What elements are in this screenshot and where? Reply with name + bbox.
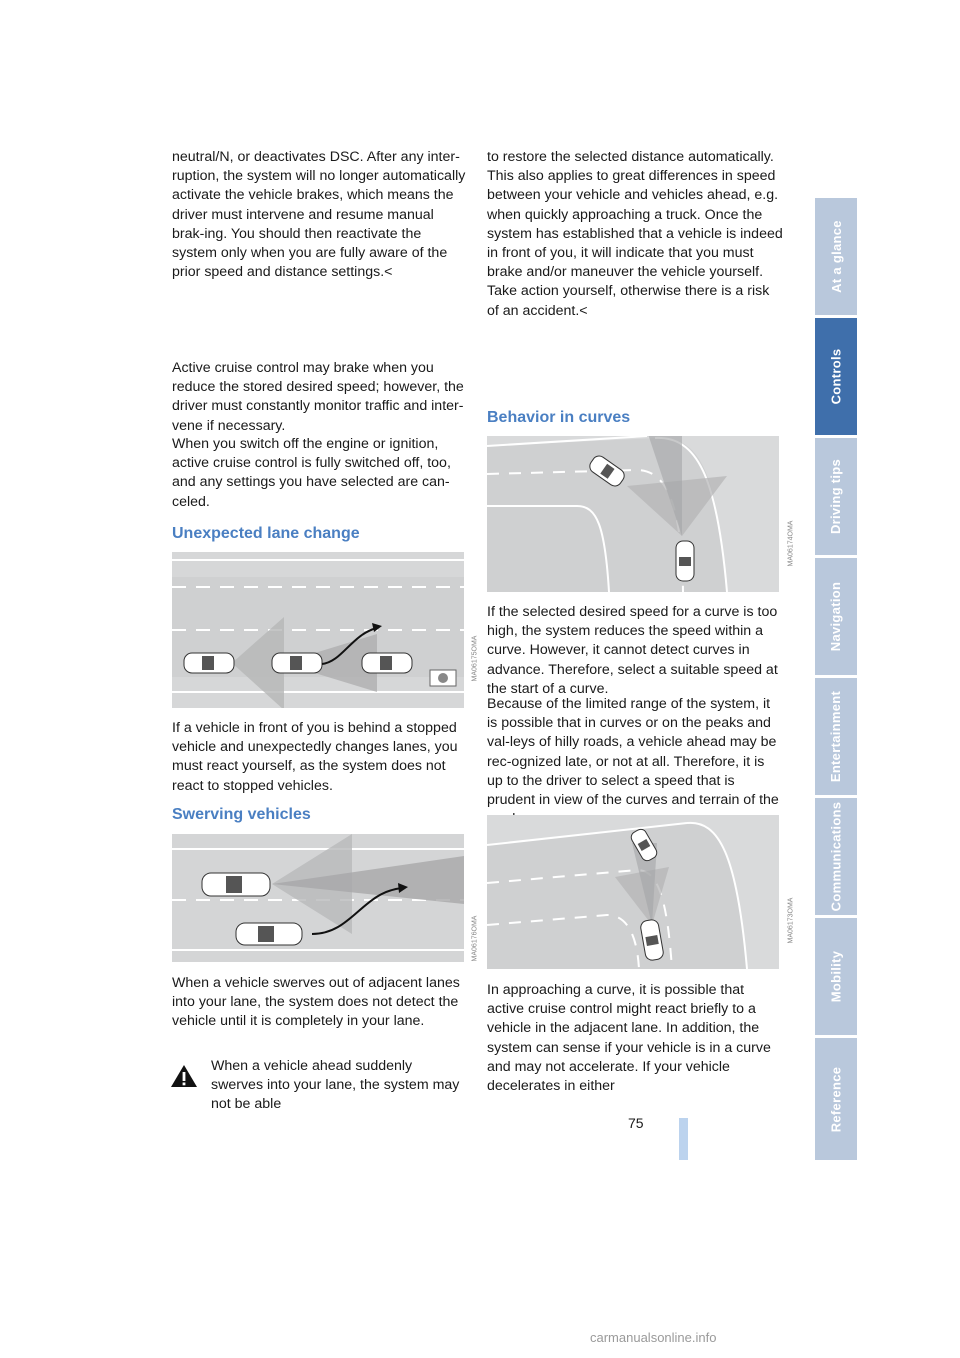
figure-code: MA06176OMA — [471, 915, 479, 962]
tab-entertainment[interactable]: Entertainment — [815, 678, 857, 795]
tab-communications[interactable]: Communications — [815, 798, 857, 915]
swerving-vehicles-figure — [172, 834, 464, 962]
body-paragraph: When you switch off the engine or ignition, active cruise control is fully switched off, too, and any settings you have selected are can-celed. — [172, 436, 451, 510]
body-paragraph: When a vehicle swerves out of adjacent lanes into your lane, the system does not detect the vehicle until it is completely in your lane. — [172, 975, 460, 1030]
tab-driving-tips[interactable]: Driving tips — [815, 438, 857, 555]
body-paragraph: In approaching a curve, it is possible that active cruise control might react briefly to a vehicle in the adjacent lane. In addition, the system can sense if your vehicle is in a curve and may not accelerate. If your vehicle decelerates in either — [487, 982, 771, 1095]
tab-at-a-glance[interactable]: At a glance — [815, 198, 857, 315]
tab-mobility[interactable]: Mobility — [815, 918, 857, 1035]
body-paragraph: If a vehicle in front of you is behind a stopped vehicle and unexpectedly changes lanes, you must react yourself, as the system does not react to stopped vehicles. — [172, 720, 458, 794]
tab-reference[interactable]: Reference — [815, 1038, 857, 1160]
body-paragraph: Active cruise control may brake when you reduce the stored desired speed; however, the driver must constantly monitor traffic and inter-vene if necessary. — [172, 360, 464, 434]
body-paragraph: Because of the limited range of the system, it is possible that in curves or on the peaks and val-leys of hilly roads, a vehicle ahead may be rec-ognized late, or not at all. Therefore, it is up to the driver to select a speed that is prudent in view of the curves and terrain of the — [487, 696, 779, 809]
watermark: carmanualsonline.info — [590, 1330, 717, 1345]
warning-icon — [170, 1063, 198, 1089]
lane-change-figure — [172, 552, 464, 708]
tab-navigation[interactable]: Navigation — [815, 558, 857, 675]
curve-figure-2 — [487, 815, 779, 969]
section-heading: Swerving vehicles — [172, 806, 311, 823]
chapter-tabs — [815, 198, 857, 1160]
section-heading: Unexpected lane change — [172, 525, 360, 542]
page-number: 75 — [628, 1115, 644, 1131]
body-paragraph: neutral/N, or deactivates DSC. After any inter-ruption, the system will no longer automatically activate the vehicle brakes, which means the driver must intervene and resume manual brak-ing. You should then reactivate the system only when you are fully aware of the prior speed and distance settings.< — [172, 149, 466, 281]
page-number-bar — [679, 1118, 688, 1160]
figure-code: MA06173OMA — [787, 897, 795, 944]
figure-code: MA06175OMA — [471, 635, 479, 682]
curve-figure-1 — [487, 436, 779, 592]
tab-controls[interactable]: Controls — [815, 318, 857, 435]
body-paragraph: to restore the selected distance automatically. This also applies to great differences in speed between your vehicle and vehicles ahead, e.g. when quickly approaching a truck. Once the system has established that a vehicle is indeed in front of you, it will indicate that you must brake and/or maneuver the vehicle yourself. Take action yourself, otherwise there is a risk of an accident.< — [487, 149, 783, 319]
figure-code: MA06174OMA — [787, 520, 795, 567]
section-heading: Behavior in curves — [487, 409, 631, 426]
body-paragraph: If the selected desired speed for a curve is too high, the system reduces the speed within a curve. However, it cannot detect curves in advance. Therefore, select a suitable speed at the start of a curve. — [487, 604, 778, 697]
warning-text: When a vehicle ahead suddenly swerves into your lane, the system may not be able — [211, 1058, 460, 1113]
